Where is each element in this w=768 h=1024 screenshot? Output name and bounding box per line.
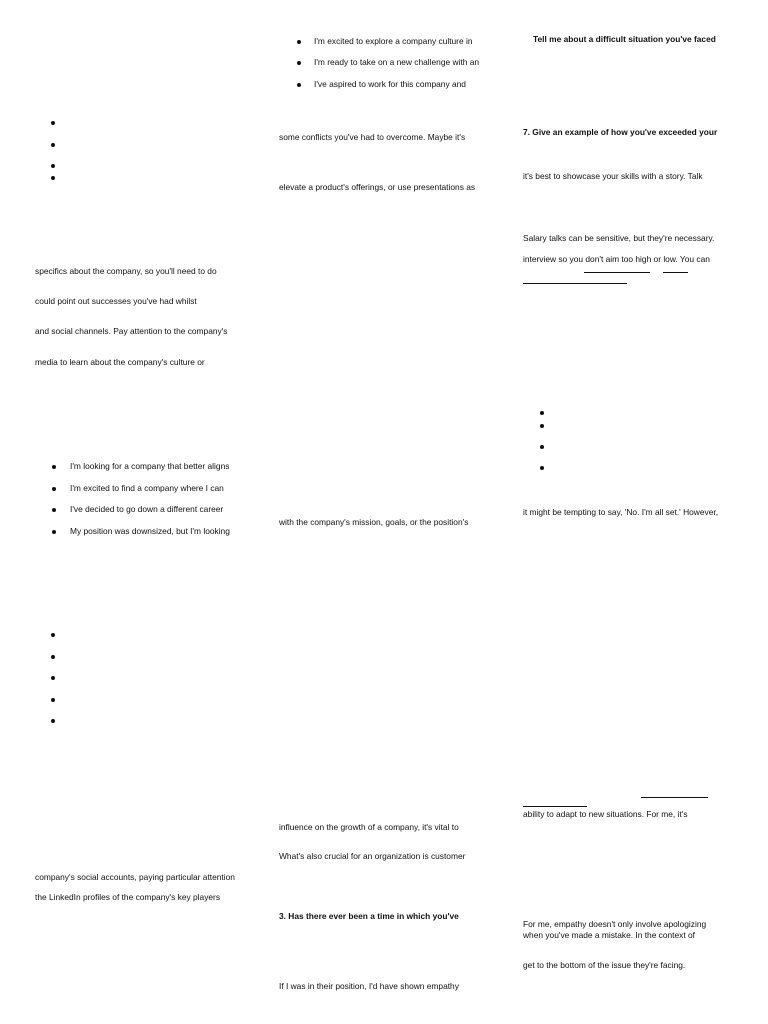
col1-empty-bullet bbox=[51, 176, 55, 180]
col1-empty-bullet bbox=[51, 719, 55, 723]
col1-empty-bullet bbox=[51, 143, 55, 147]
col2-heading: 3. Has there ever been a time in which you've bbox=[279, 911, 459, 921]
col1-empty-bullet bbox=[51, 121, 55, 125]
col3-heading: 7. Give an example of how you've exceeded your bbox=[523, 127, 718, 137]
col2-bullet-item: I'm excited to explore a company culture in bbox=[314, 36, 473, 46]
col3-empty-bullet bbox=[540, 424, 544, 428]
col1-text-line: specifics about the company, so you'll need to do bbox=[35, 266, 217, 276]
col1-empty-bullet bbox=[51, 164, 55, 168]
col1-text-line: and social channels. Pay attention to the company's bbox=[35, 326, 228, 336]
col3-heading: Tell me about a difficult situation you've faced bbox=[533, 34, 716, 44]
col3-text-line: interview so you don't aim too high or low. You can bbox=[523, 254, 710, 264]
col2-text-line: What's also crucial for an organization is customer bbox=[279, 851, 466, 861]
col3-empty-bullet bbox=[540, 466, 544, 470]
col3-text-line: it might be tempting to say, 'No. I'm all set.' However, bbox=[523, 507, 719, 517]
underline-rule bbox=[523, 283, 627, 284]
bullet-marker bbox=[52, 530, 56, 534]
col1-text-line: company's social accounts, paying particular attention bbox=[35, 872, 235, 882]
col3-text-line: ability to adapt to new situations. For me, it's bbox=[523, 809, 688, 819]
col1-bullet-item: My position was downsized, but I'm looking bbox=[70, 526, 230, 536]
col3-text-line: get to the bottom of the issue they're facing. bbox=[523, 960, 686, 970]
col1-empty-bullet bbox=[51, 698, 55, 702]
bullet-marker bbox=[52, 508, 56, 512]
col1-bullet-item: I've decided to go down a different career bbox=[70, 504, 224, 514]
bullet-marker bbox=[52, 487, 56, 491]
col3-empty-bullet bbox=[540, 411, 544, 415]
col3-empty-bullet bbox=[540, 445, 544, 449]
col3-text-line: For me, empathy doesn't only involve apologizing bbox=[523, 919, 707, 929]
underline-rule bbox=[523, 806, 587, 807]
col2-text-line: with the company's mission, goals, or the position's bbox=[279, 517, 469, 527]
col2-bullet-item: I'm ready to take on a new challenge with an bbox=[314, 57, 480, 67]
col1-empty-bullet bbox=[51, 655, 55, 659]
col2-bullet-item: I've aspired to work for this company and bbox=[314, 79, 466, 89]
underline-rule bbox=[584, 272, 650, 273]
underline-rule bbox=[641, 797, 708, 798]
col2-text-line: influence on the growth of a company, it's vital to bbox=[279, 822, 459, 832]
bullet-marker bbox=[297, 40, 301, 44]
col1-bullet-item: I'm excited to find a company where I can bbox=[70, 483, 224, 493]
col1-empty-bullet bbox=[51, 633, 55, 637]
col3-text-line: Salary talks can be sensitive, but they're necessary. bbox=[523, 233, 715, 243]
col2-text-line: elevate a product's offerings, or use presentations as bbox=[279, 182, 476, 192]
col2-text-line: some conflicts you've had to overcome. Maybe it's bbox=[279, 132, 466, 142]
col3-text-line: it's best to showcase your skills with a story. Talk bbox=[523, 171, 703, 181]
col3-text-line: when you've made a mistake. In the context of bbox=[523, 930, 695, 940]
bullet-marker bbox=[297, 83, 301, 87]
bullet-marker bbox=[297, 61, 301, 65]
col1-text-line: the LinkedIn profiles of the company's key players bbox=[35, 892, 221, 902]
col2-text-line: If I was in their position, I'd have shown empathy bbox=[279, 981, 459, 991]
col1-text-line: could point out successes you've had whilst bbox=[35, 296, 197, 306]
col1-empty-bullet bbox=[51, 676, 55, 680]
col1-bullet-item: I'm looking for a company that better aligns bbox=[70, 461, 230, 471]
bullet-marker bbox=[52, 465, 56, 469]
underline-rule bbox=[663, 272, 688, 273]
col1-text-line: media to learn about the company's culture or bbox=[35, 357, 205, 367]
